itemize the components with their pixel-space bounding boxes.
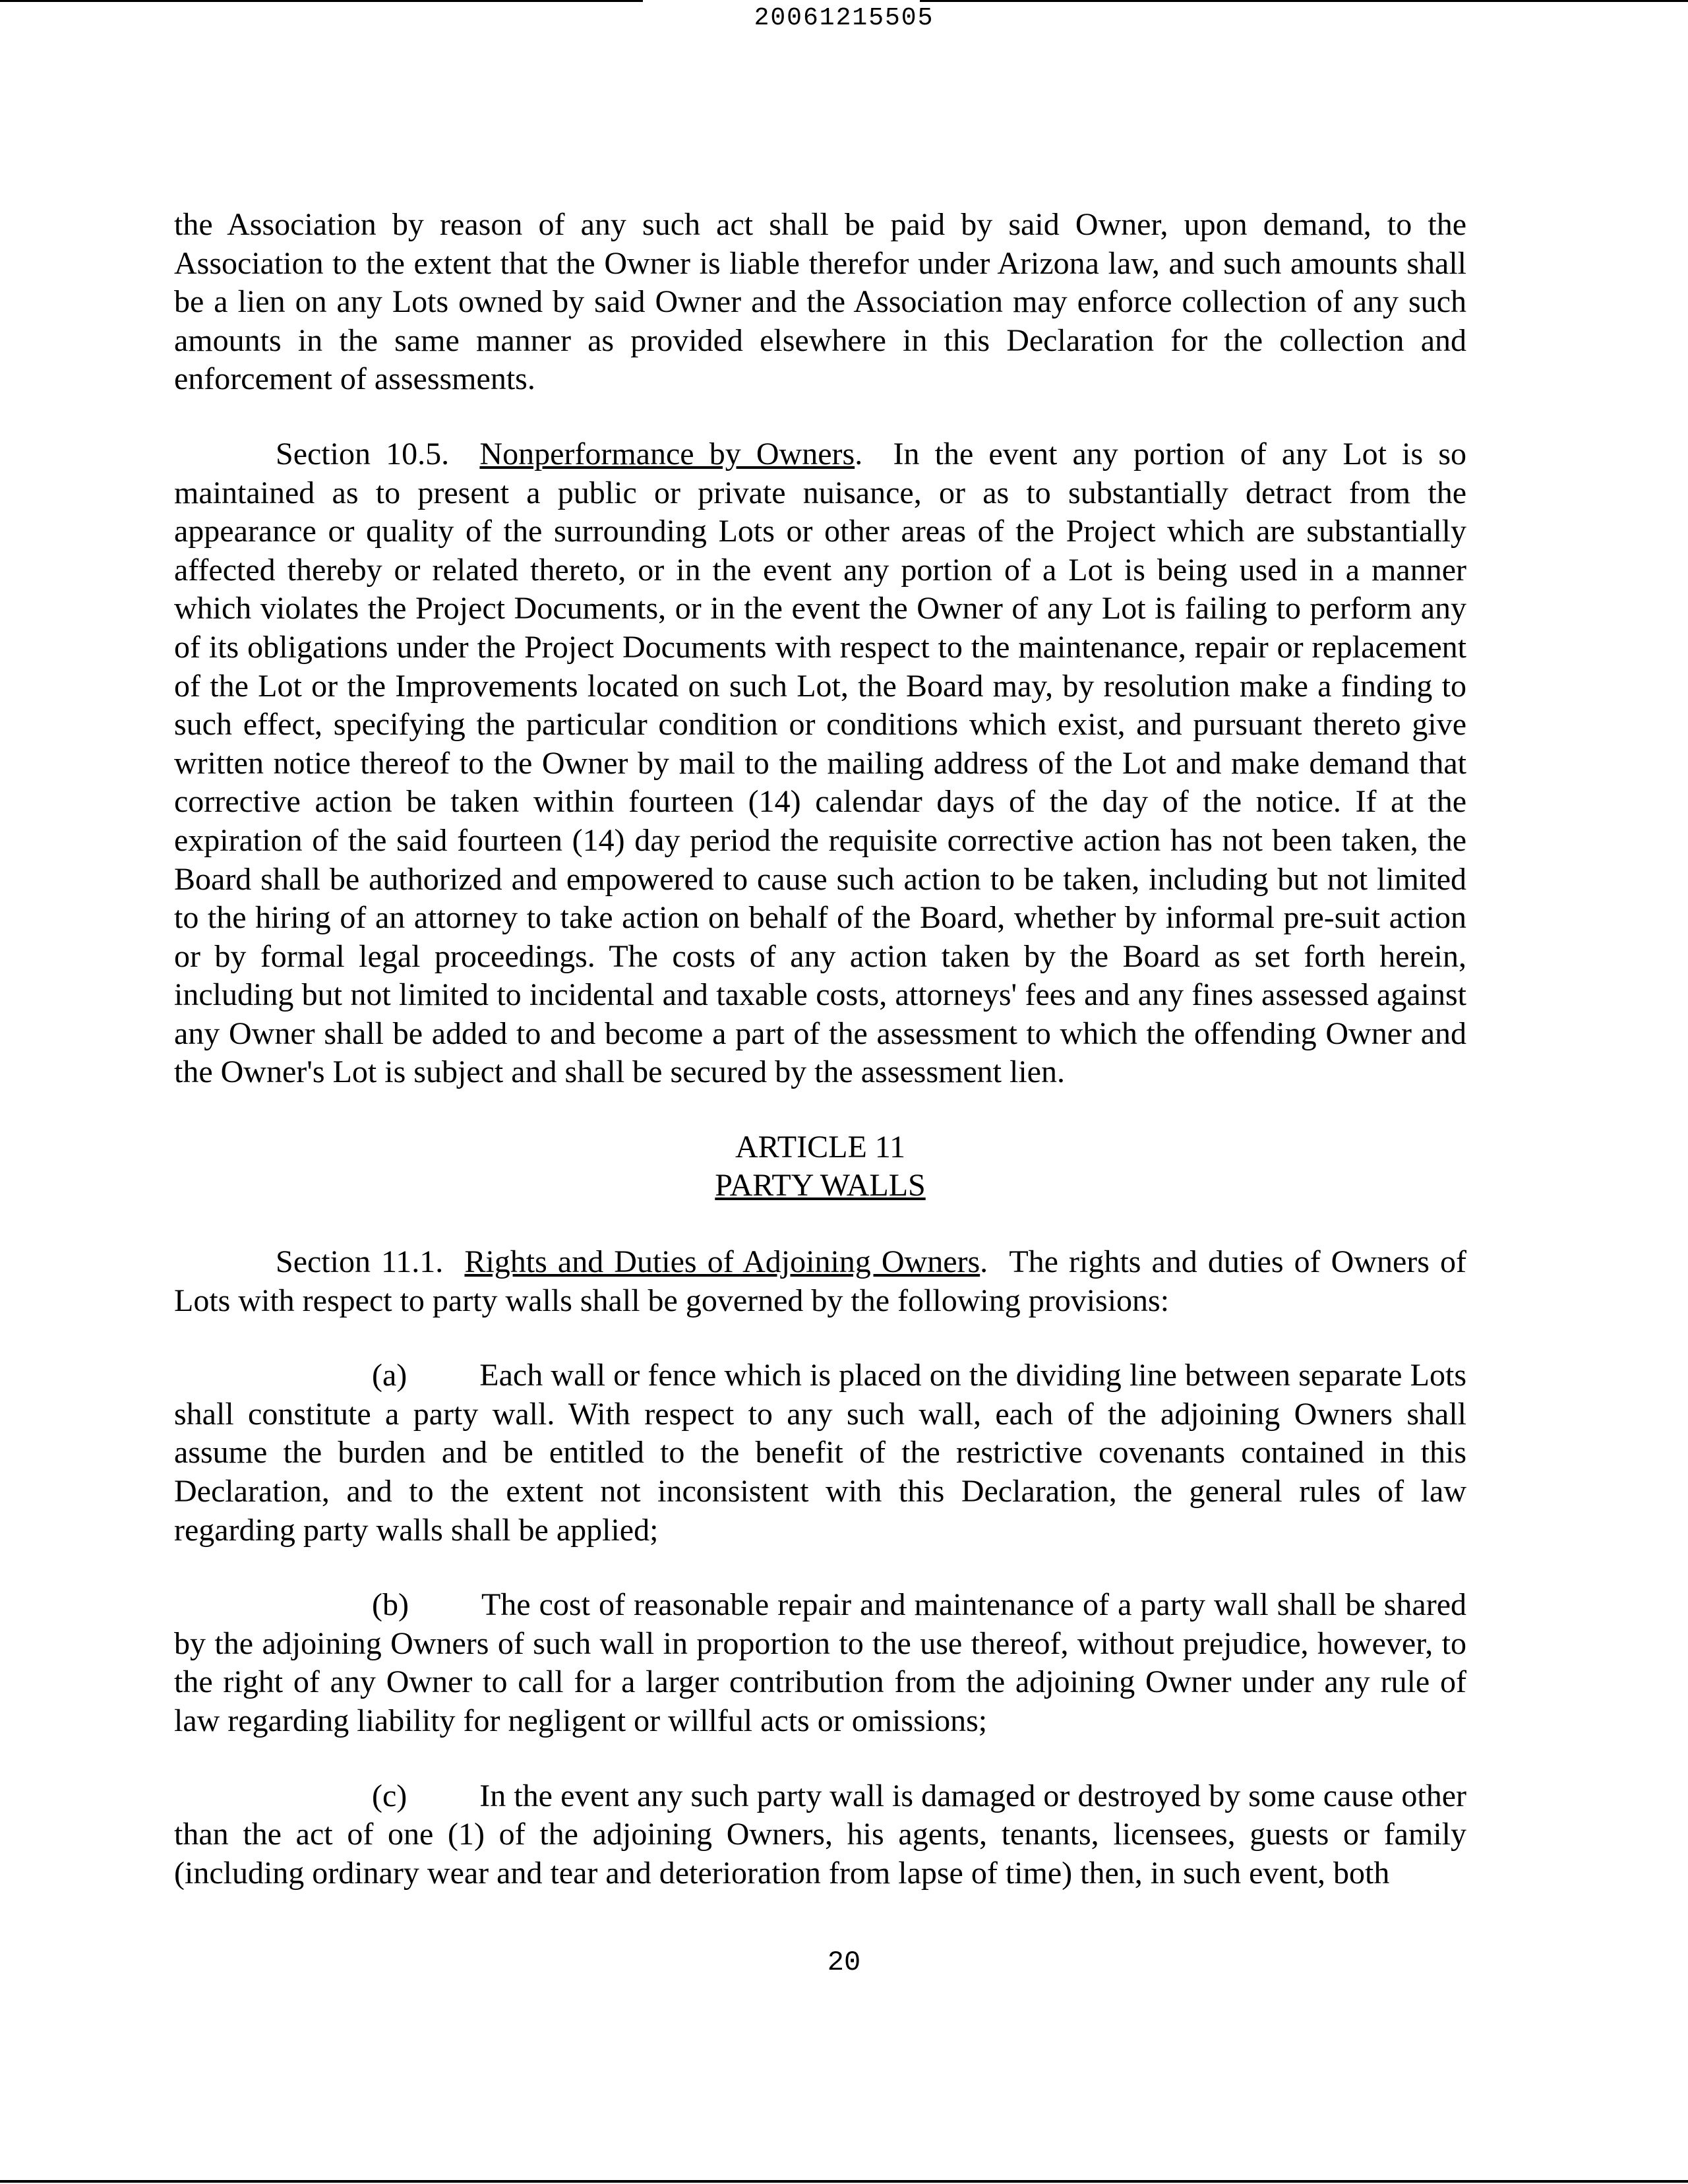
section-11-1: Section 11.1. Rights and Duties of Adjoining Owners. The rights and duties of Owners of Lots with respect to party walls shall be governed by the following provisions:: [174, 1244, 1467, 1318]
subsection-b: [174, 1586, 1466, 1740]
section-11-1-title: Rights and Duties of Adjoining Owners: [464, 1244, 980, 1280]
subsection-b-label: (b): [372, 1587, 409, 1623]
subsection-c-text: In the event any such party wall is damaged or destroyed by some cause other than the act of one (1) of the adjoining Owners, his agents, tenants, licensees, guests or family (including ordinary wear and tear and deterioration from lapse of time) then, in such event, both: [174, 1778, 1466, 1891]
subsection-a-text: Each wall or fence which is placed on the dividing line between separate Lots shall constitute a party wall. With respect to any such wall, each of the adjoining Owners shall assume the burden and be entitled to the benefit of the restrictive covenants contained in this Declaration, and to the extent not inconsistent with this Declaration, the general rules of law regarding party walls shall be applied;: [174, 1358, 1466, 1548]
subsection-a-label: (a): [372, 1358, 407, 1393]
scan-border-bottom: [0, 2180, 1688, 2183]
section-10-5-number: Section 10.5.: [276, 436, 450, 471]
subsection-c-label: (c): [372, 1778, 407, 1813]
document-stamp-number: 20061215505: [754, 4, 934, 32]
article-number: ARTICLE 11: [735, 1130, 905, 1165]
document-body: [174, 206, 1466, 1893]
section-11-1-number: Section 11.1.: [276, 1244, 444, 1280]
article-heading: [174, 1128, 1466, 1205]
subsection-a: [174, 1356, 1466, 1550]
scan-border-top-left: [0, 0, 643, 2]
section-10-5: Section 10.5. Nonperformance by Owners. In the event any portion of any Lot is so maintained as to present a public or private nuisance, or as to substantially detract from the appearance or quality of the surrounding Lots or other areas of the Project which are substantially affected thereby or related thereto, or in the event any portion of a Lot is being used in a manner which violates the Project Documents, or in the event the Owner of any Lot is failing to perform any of its obligations under the Project Documents with respect to the maintenance, repair or replacement of the Lot or the Improvements located on such Lot, the Board may, by resolution make a finding to such effect, specifying the particular condition or conditions which exist, and pursuant thereto give written notice thereof to the Owner by mail to the mailing address of the Lot and make demand that corrective action be taken within fourteen (14) calendar days of the day of the notice. If at the expiration of the said fourteen (14) day period the requisite corrective action has not been taken, the Board shall be authorized and empowered to cause such action to be taken, including but not limited to the hiring of an attorney to take action on behalf of the Board, whether by informal pre-suit action or by formal legal proceedings. The costs of any action taken by the Board as set forth herein, including but not limited to incidental and taxable costs, attorneys' fees and any fines assessed against any Owner shall be added to and become a part of the assessment to which the offending Owner and the Owner's Lot is subject and shall be secured by the assessment lien.: [174, 436, 1466, 1090]
subsection-b-text: The cost of reasonable repair and maintenance of a party wall shall be shared by the adjoining Owners of such wall in proportion to the use thereof, without prejudice, however, to the right of any Owner to call for a larger contribution from the adjoining Owner under any rule of law regarding liability for negligent or willful acts or omissions;: [174, 1587, 1466, 1738]
section-10-5-body: In the event any portion of any Lot is so maintained as to present a public or private nuisance, or as to substantially detract from the appearance or quality of the surrounding Lots or other areas of the Project which are substantially affected thereby or related thereto, or in the event any portion of a Lot is being used in a manner which violates the Project Documents, or in the event the Owner of any Lot is failing to perform any of its obligations under the Project Documents with respect to the maintenance, repair or replacement of the Lot or the Improvements located on such Lot, the Board may, by resolution make a finding to such effect, specifying the particular condition or conditions which exist, and pursuant thereto give written notice thereof to the Owner by mail to the mailing address of the Lot and make demand that corrective action be taken within fourteen (14) calendar days of the day of the notice. If at the expiration of the said fourteen (14) day period the requisite corrective action has not been taken, the Board shall be authorized and empowered to cause such action to be taken, including but not limited to the hiring of an attorney to take action on behalf of the Board, whether by informal pre-suit action or by formal legal proceedings. The costs of any action taken by the Board as set forth herein, including but not limited to incidental and taxable costs, attorneys' fees and any fines assessed against any Owner shall be added to and become a part of the assessment to which the offending Owner and the Owner's Lot is subject and shall be secured by the assessment lien.: [174, 436, 1466, 1090]
scan-border-top-right: [920, 0, 1688, 2]
paragraph-continuation: the Association by reason of any such act shall be paid by said Owner, upon demand, to the Association to the extent that the Owner is liable therefor under Arizona law, and such amounts shall be a lien on any Lots owned by said Owner and the Association may enforce collection of any such amounts in the same manner as provided elsewhere in this Declaration for the collection and enforcement of assessments.: [174, 207, 1466, 397]
section-11-1-body: The rights and duties of Owners of Lots with respect to party walls shall be governed by the following provisions:: [174, 1244, 1467, 1318]
page-number: 20: [827, 1947, 861, 1978]
article-title: PARTY WALLS: [715, 1168, 926, 1203]
section-10-5-title: Nonperformance by Owners: [479, 436, 855, 471]
subsection-c: [174, 1777, 1466, 1893]
